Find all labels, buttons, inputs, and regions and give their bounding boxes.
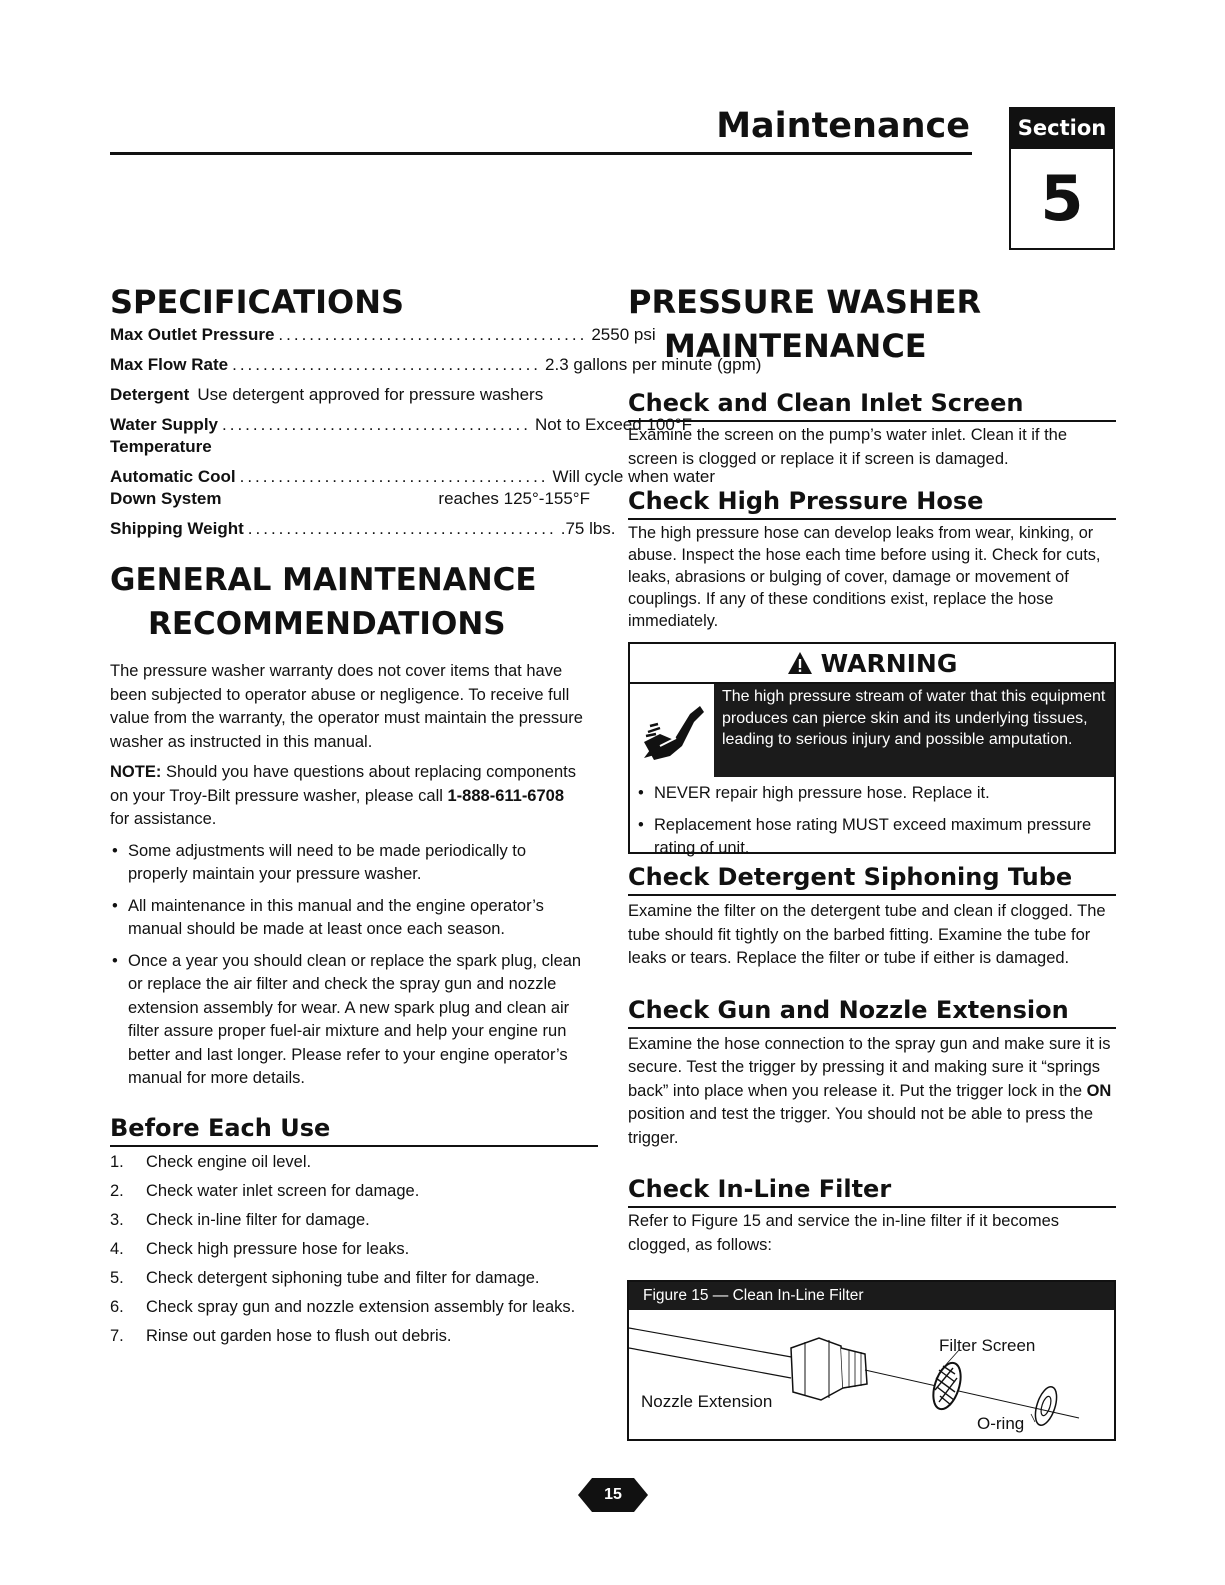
inline-filter-text: Refer to Figure 15 and service the in-line filter if it becomes clogged, as follows: — [628, 1212, 1060, 1254]
gun-heading: Check Gun and Nozzle Extension — [628, 995, 1116, 1029]
list-item: • Replacement hose rating MUST exceed maximum pressure rating of unit. — [636, 814, 1108, 861]
general-intro: The pressure washer warranty does not cover items that have been subjected to operator abuse or negligence. To receive full value from the warranty, the operator must maintain the pressure washer as instructed in this manual. — [110, 662, 583, 751]
inline-filter-diagram — [629, 1310, 1114, 1439]
list-item: • NEVER repair high pressure hose. Replace it. — [636, 782, 1108, 806]
detergent-heading: Check Detergent Siphoning Tube — [628, 862, 1116, 896]
spec-row: Automatic Cool ........................................ Will cycle when water Down System reaches 125°-155°F — [110, 467, 716, 508]
section-tab — [1009, 107, 1115, 250]
list-item: 3. Check in-line filter for damage. — [110, 1210, 370, 1229]
list-item: 7. Rinse out garden hose to flush out debris. — [110, 1326, 452, 1345]
section-number: 5 — [1040, 162, 1084, 235]
general-heading: GENERAL MAINTENANCE RECOMMENDATIONS — [110, 562, 537, 642]
spec-row: Water Supply ........................................ Not to Exceed 100°F Temperature — [110, 415, 692, 456]
before-each-use-list — [110, 1151, 595, 1347]
general-bullets — [110, 840, 590, 1091]
list-item: 2. Check water inlet screen for damage. — [110, 1181, 420, 1200]
warning-triangle-icon — [787, 651, 813, 675]
label-nozzle-extension: Nozzle Extension — [641, 1392, 773, 1411]
detergent-text: Examine the filter on the detergent tube and clean if clogged. The tube should fit tightly on the barbed fitting. Examine the tube for leaks or tears. Replace the filter or tube if either is damaged. — [628, 902, 1106, 967]
hose-heading: Check High Pressure Hose — [628, 486, 1116, 520]
label-filter-screen: Filter Screen — [939, 1336, 1036, 1355]
right-column-lower — [628, 862, 1116, 1257]
list-item: • Some adjustments will need to be made periodically to properly maintain your pressure washer. — [110, 840, 590, 887]
spec-row: Max Outlet Pressure ........................................ 2550 psi — [110, 325, 656, 344]
list-item: 5. Check detergent siphoning tube and filter for damage. — [110, 1268, 540, 1287]
inline-filter-heading: Check In-Line Filter — [628, 1174, 1116, 1208]
list-item: • All maintenance in this manual and the engine operator’s manual should be made at least once each season. — [110, 895, 590, 942]
warning-box — [628, 642, 1116, 857]
spec-list — [110, 324, 762, 548]
label-o-ring: O-ring — [977, 1414, 1025, 1433]
general-note: NOTE: Should you have questions about replacing components on your Troy-Bilt pressure washer, please call 1-888-611-6708 for assistance. — [110, 763, 576, 828]
specifications-heading: SPECIFICATIONS — [110, 283, 405, 321]
warning-title: WARNING — [820, 648, 958, 678]
before-each-use-heading: Before Each Use — [110, 1113, 598, 1147]
gun-text: Examine the hose connection to the spray gun and make sure it is secure. Test the trigger by pressing it and making sure it “springs back” into place when you release it. Put the trigger lock in the ON position and test the trigger. You should not be able to press the trigger. — [628, 1034, 1112, 1147]
spec-row: Max Flow Rate ........................................ 2.3 gallons per minute (gpm) — [110, 355, 762, 374]
list-item: 4. Check high pressure hose for leaks. — [110, 1239, 410, 1258]
figure-15 — [627, 1280, 1116, 1441]
figure-caption: Figure 15 — Clean In-Line Filter — [629, 1282, 1114, 1310]
page-number: 15 — [604, 1486, 622, 1503]
inlet-screen-text: Examine the screen on the pump’s water inlet. Clean it if the screen is clogged or replace it if screen is damaged. — [628, 426, 1068, 468]
hose-text: The high pressure hose can develop leaks from wear, kinking, or abuse. Inspect the hose each time before using it. Check for cuts, leaks, abrasions or bulging of cover, damage or movement of couplings. If any of these conditions exist, replace the hose immediately. — [628, 524, 1101, 630]
right-column — [628, 280, 1116, 632]
section-label: Section — [1011, 109, 1113, 149]
warning-text: The high pressure stream of water that this equipment produces can pierce skin and its underlying tissues, leading to serious injury and possible amputation. — [714, 684, 1114, 777]
spec-row: Shipping Weight ........................................ .75 lbs. — [110, 519, 616, 538]
warning-header — [630, 644, 1114, 684]
high-pressure-injection-icon — [630, 684, 714, 777]
page-title: Maintenance — [716, 106, 970, 146]
list-item: • Once a year you should clean or replace the spark plug, clean or replace the air filter and check the spray gun and nozzle extension assembly for wear. A new spark plug and clean air filter assure proper fuel-air mixture and help your engine run better and last longer. Please refer to your engine operator’s manual for more details. — [110, 950, 590, 1091]
pw-maintenance-heading: PRESSURE WASHER MAINTENANCE — [628, 283, 982, 365]
page-number-badge — [578, 1478, 648, 1512]
spec-row: Detergent Use detergent approved for pressure washers — [110, 385, 544, 404]
inlet-screen-heading: Check and Clean Inlet Screen — [628, 388, 1116, 422]
list-item: 6. Check spray gun and nozzle extension assembly for leaks. — [110, 1297, 576, 1316]
list-item: 1. Check engine oil level. — [110, 1152, 312, 1171]
warning-bullets — [636, 782, 1108, 869]
header-rule — [110, 152, 972, 155]
